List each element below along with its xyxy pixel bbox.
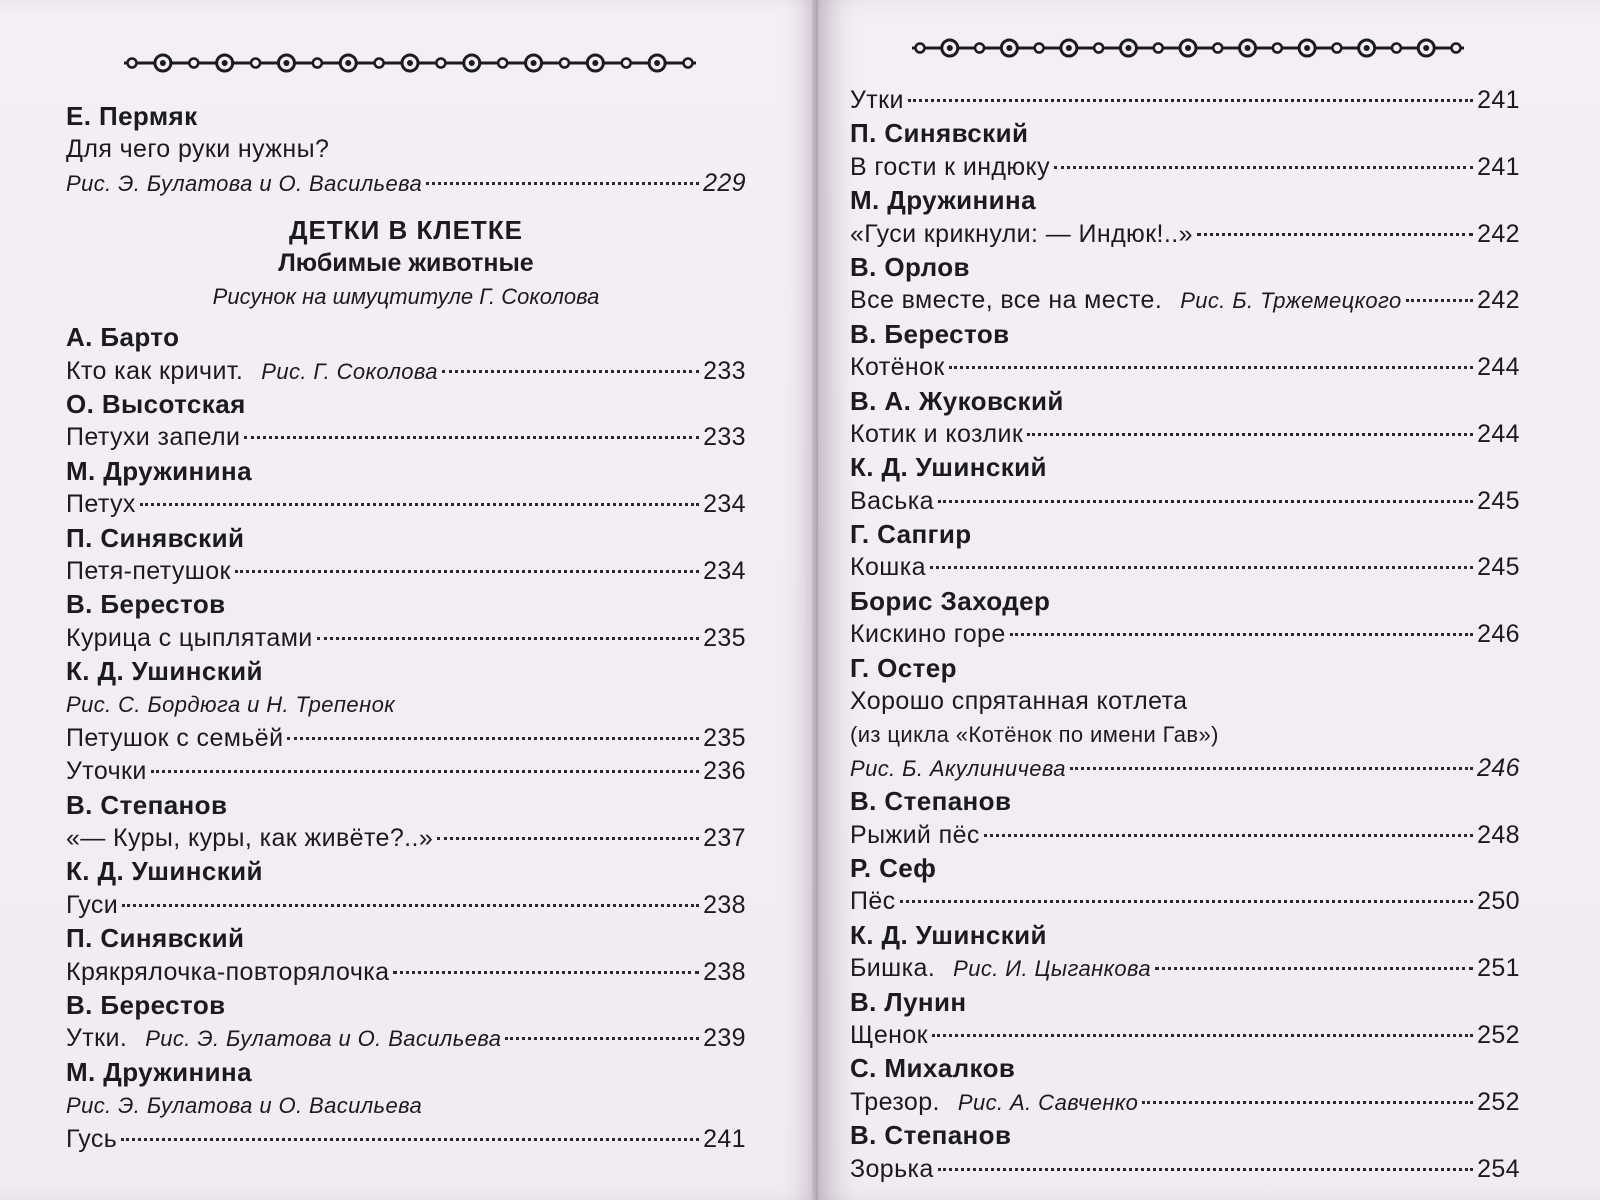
toc-author: П. Синявский (66, 923, 245, 954)
ornament-bead (128, 59, 137, 68)
dot-leader (1027, 433, 1473, 436)
toc-entry[interactable] (850, 885, 1520, 918)
ornament-bead-center (469, 60, 475, 66)
toc-page-number: 241 (703, 1124, 746, 1153)
toc-entry[interactable] (66, 722, 746, 755)
dot-leader (287, 737, 699, 740)
toc-page-number: 239 (703, 1024, 746, 1053)
dot-leader (932, 1034, 1473, 1037)
toc-entry[interactable] (66, 755, 746, 788)
toc-page-number: 238 (703, 890, 746, 919)
toc-title: Бишка. (850, 954, 936, 983)
toc-entry[interactable] (850, 418, 1520, 451)
dot-leader (1406, 299, 1473, 302)
toc-title: Петух (66, 490, 136, 519)
toc-title: Котик и козлик (850, 419, 1024, 448)
toc-title: Пёс (850, 887, 896, 916)
ornament-bead (1094, 44, 1103, 53)
toc-illustrator: Рис. Г. Соколова (261, 358, 438, 384)
toc-page-number: 250 (1477, 887, 1520, 916)
toc-author: К. Д. Ушинский (66, 856, 263, 887)
toc-author: Е. Пермяк (66, 101, 198, 131)
dot-leader (900, 900, 1474, 903)
toc-entry[interactable] (66, 167, 746, 200)
toc-illustrator: Рис. Б. Тржемецкого (1180, 288, 1402, 314)
dot-leader (1155, 967, 1473, 970)
toc-page-number: 229 (703, 168, 746, 197)
toc-entry[interactable] (850, 351, 1520, 384)
toc-page-number: 241 (1477, 152, 1520, 181)
dot-leader (1197, 233, 1473, 236)
ornament-bead-center (1066, 45, 1072, 51)
toc-page-number: 235 (703, 723, 746, 752)
toc-entry[interactable] (850, 218, 1520, 251)
dot-leader (949, 366, 1473, 369)
toc-author: В. Орлов (850, 251, 970, 282)
toc-entry[interactable] (850, 752, 1520, 785)
toc-author: К. Д. Ушинский (850, 919, 1047, 950)
toc-author: В. Степанов (850, 786, 1012, 817)
toc-author: В. Берестов (66, 989, 226, 1020)
toc-author: М. Дружинина (66, 455, 253, 486)
dot-leader (938, 1168, 1473, 1171)
ornament-bead-center (1423, 45, 1429, 51)
toc-title: Крякрялочка-повторялочка (66, 957, 390, 986)
ornament-bead (498, 59, 507, 68)
ornament-bead (1035, 44, 1044, 53)
toc-entry[interactable] (66, 822, 746, 855)
dot-leader (426, 182, 699, 185)
toc-page-number: 238 (703, 957, 746, 986)
section-title: ДЕТКИ В КЛЕТКЕ (288, 215, 524, 246)
ornament-bead (975, 44, 984, 53)
toc-left (66, 100, 746, 1156)
toc-page-number: 237 (703, 824, 746, 853)
toc-author: М. Дружинина (850, 185, 1037, 216)
toc-illustrator: Рис. Э. Булатова и О. Васильева (66, 170, 423, 196)
toc-author: В. Берестов (850, 318, 1010, 349)
toc-title: Все вместе, все на месте. (850, 286, 1163, 315)
ornament-bead (1273, 44, 1282, 53)
ornament-bead (1332, 44, 1341, 53)
toc-title: Хорошо спрятанная котлета (850, 687, 1188, 716)
dot-leader (393, 971, 699, 974)
toc-title: Кто как кричит. (66, 356, 244, 385)
ornament-bead (1392, 44, 1401, 53)
toc-title: Для чего руки нужны? (66, 135, 330, 164)
toc-title: Котёнок (850, 353, 945, 382)
toc-page-number: 246 (1477, 753, 1520, 782)
toc-title: Гуси (66, 890, 119, 919)
ornament-bead (375, 59, 384, 68)
toc-entry[interactable] (850, 84, 1520, 117)
ornament-divider (908, 33, 1468, 63)
toc-title: Петя-петушок (66, 556, 231, 585)
toc-author: В. Лунин (850, 986, 967, 1017)
toc-title: «— Куры, куры, как живёте?..» (66, 824, 434, 853)
ornament-bead-center (160, 60, 166, 66)
toc-illustrator: Рис. Э. Булатова и О. Васильева (66, 1093, 423, 1119)
dot-leader (984, 834, 1473, 837)
toc-author: М. Дружинина (66, 1056, 253, 1087)
ornament-bead-center (1304, 45, 1310, 51)
toc-title: Петухи запели (66, 423, 241, 452)
toc-illustrator: Рис. Б. Акулиничева (850, 755, 1066, 781)
ornament-bead-center (1364, 45, 1370, 51)
toc-page-number: 234 (703, 490, 746, 519)
toc-entry[interactable] (66, 488, 746, 521)
ornament-bead (1452, 44, 1461, 53)
ornament-bead-center (654, 60, 660, 66)
dot-leader (1054, 166, 1473, 169)
dot-leader (1070, 767, 1473, 770)
toc-author: В. Берестов (66, 589, 226, 620)
dot-leader (151, 770, 699, 773)
toc-title: Утки (850, 86, 904, 114)
section-heading (66, 200, 746, 321)
toc-author: Г. Остер (850, 652, 957, 683)
toc-author: В. А. Жуковский (850, 385, 1064, 416)
toc-title: Рыжий пёс (850, 820, 980, 849)
ornament-bead (560, 59, 569, 68)
toc-note: (из цикла «Котёнок по имени Гав») (850, 722, 1219, 748)
toc-author: Р. Сеф (850, 852, 937, 883)
toc-author: Г. Сапгир (850, 519, 972, 550)
toc-entry[interactable] (850, 1153, 1520, 1186)
toc-page-number: 234 (703, 556, 746, 585)
ornament-bead (1213, 44, 1222, 53)
toc-title: Курица с цыплятами (66, 623, 313, 652)
ornament-bead (189, 59, 198, 68)
ornament-bead-center (531, 60, 537, 66)
dot-leader (938, 500, 1473, 503)
toc-entry[interactable] (66, 421, 746, 454)
ornament-bead-center (407, 60, 413, 66)
dot-leader (505, 1037, 699, 1040)
toc-page-number: 241 (1477, 86, 1520, 114)
toc-page-number: 233 (703, 356, 746, 385)
toc-illustrator: Рис. И. Цыганкова (953, 956, 1152, 982)
ornament-bead (916, 44, 925, 53)
toc-page-number: 246 (1477, 620, 1520, 649)
dot-leader (244, 436, 699, 439)
toc-page-number: 244 (1477, 419, 1520, 448)
ornament-bead-center (947, 45, 953, 51)
toc-title: Васька (850, 486, 934, 515)
toc-entry[interactable] (850, 551, 1520, 584)
toc-page-number: 242 (1477, 219, 1520, 248)
toc-author: К. Д. Ушинский (66, 656, 263, 687)
toc-page-number: 251 (1477, 954, 1520, 983)
toc-page-number: 235 (703, 623, 746, 652)
toc-author: В. Степанов (66, 789, 228, 820)
dot-leader (235, 570, 699, 573)
toc-title: Зорька (850, 1154, 934, 1183)
ornament-bead-center (345, 60, 351, 66)
toc-illustrator: Рис. А. Савченко (957, 1089, 1139, 1115)
ornament-bead-center (1006, 45, 1012, 51)
dot-leader (140, 503, 699, 506)
ornament-bead-center (283, 60, 289, 66)
toc-page-number: 254 (1477, 1154, 1520, 1183)
dot-leader (1142, 1101, 1473, 1104)
ornament-bead (622, 59, 631, 68)
toc-entry[interactable] (850, 485, 1520, 518)
toc-title: Гусь (66, 1124, 118, 1153)
toc-author: Борис Заходер (850, 585, 1051, 616)
toc-author: В. Степанов (850, 1120, 1012, 1151)
dot-leader (122, 904, 699, 907)
section-subtitle: Любимые животные (278, 249, 534, 278)
ornament-bead (684, 59, 693, 68)
ornament-divider (120, 48, 700, 78)
toc-author: К. Д. Ушинский (850, 452, 1047, 483)
toc-entry[interactable] (850, 1019, 1520, 1052)
toc-page-number: 248 (1477, 820, 1520, 849)
toc-author: А. Барто (66, 322, 180, 353)
section-caption: Рисунок на шмуцтитуле Г. Соколова (212, 284, 600, 310)
dot-leader (121, 1138, 699, 1141)
ornament-bead (313, 59, 322, 68)
toc-entry[interactable] (850, 151, 1520, 184)
dot-leader (317, 637, 699, 640)
toc-page-number: 245 (1477, 486, 1520, 515)
dot-leader (437, 837, 699, 840)
ornament-bead-center (1245, 45, 1251, 51)
toc-entry[interactable] (66, 889, 746, 922)
toc-author: О. Высотская (66, 388, 246, 419)
ornament-bead-center (1125, 45, 1131, 51)
toc-right (850, 84, 1520, 1186)
dot-leader (908, 99, 1473, 102)
dot-leader (930, 566, 1473, 569)
dot-leader (442, 370, 699, 373)
ornament-bead (251, 59, 260, 68)
toc-title: Трезор. (850, 1087, 940, 1116)
toc-page-number: 245 (1477, 553, 1520, 582)
toc-entry[interactable] (850, 952, 1520, 985)
dot-leader (1010, 633, 1473, 636)
toc-author: С. Михалков (850, 1053, 1016, 1084)
toc-title: Щенок (850, 1020, 928, 1049)
toc-author: П. Синявский (850, 118, 1029, 149)
toc-illustrator: Рис. С. Бордюга и Н. Трепенок (66, 692, 395, 718)
toc-title: Утки. (66, 1024, 128, 1053)
toc-page-number: 233 (703, 423, 746, 452)
ornament-bead (1154, 44, 1163, 53)
toc-title: «Гуси крикнули: — Индюк!..» (850, 219, 1193, 248)
right-page (818, 0, 1600, 1200)
toc-page-number: 244 (1477, 353, 1520, 382)
toc-entry[interactable] (850, 284, 1520, 317)
toc-page-number: 252 (1477, 1020, 1520, 1049)
toc-entry[interactable] (850, 1086, 1520, 1119)
toc-illustrator: Рис. Э. Булатова и О. Васильева (145, 1026, 502, 1052)
toc-entry[interactable] (66, 355, 746, 388)
ornament-bead-center (1185, 45, 1191, 51)
toc-entry[interactable] (66, 1123, 746, 1156)
toc-author: П. Синявский (66, 522, 245, 553)
toc-entry[interactable] (66, 956, 746, 989)
toc-entry[interactable] (66, 622, 746, 655)
toc-entry[interactable] (66, 555, 746, 588)
toc-page-number: 252 (1477, 1087, 1520, 1116)
toc-page-number: 236 (703, 757, 746, 786)
toc-title: Петушок с семьёй (66, 723, 284, 752)
ornament-bead-center (592, 60, 598, 66)
toc-entry[interactable] (850, 819, 1520, 852)
toc-entry[interactable] (66, 1022, 746, 1055)
ornament-bead-center (222, 60, 228, 66)
toc-title: В гости к индюку (850, 152, 1051, 181)
toc-title: Кискино горе (850, 620, 1006, 649)
toc-entry[interactable] (850, 618, 1520, 651)
ornament-bead (436, 59, 445, 68)
toc-title: Уточки (66, 757, 147, 786)
toc-page-number: 242 (1477, 286, 1520, 315)
toc-title: Кошка (850, 553, 926, 582)
